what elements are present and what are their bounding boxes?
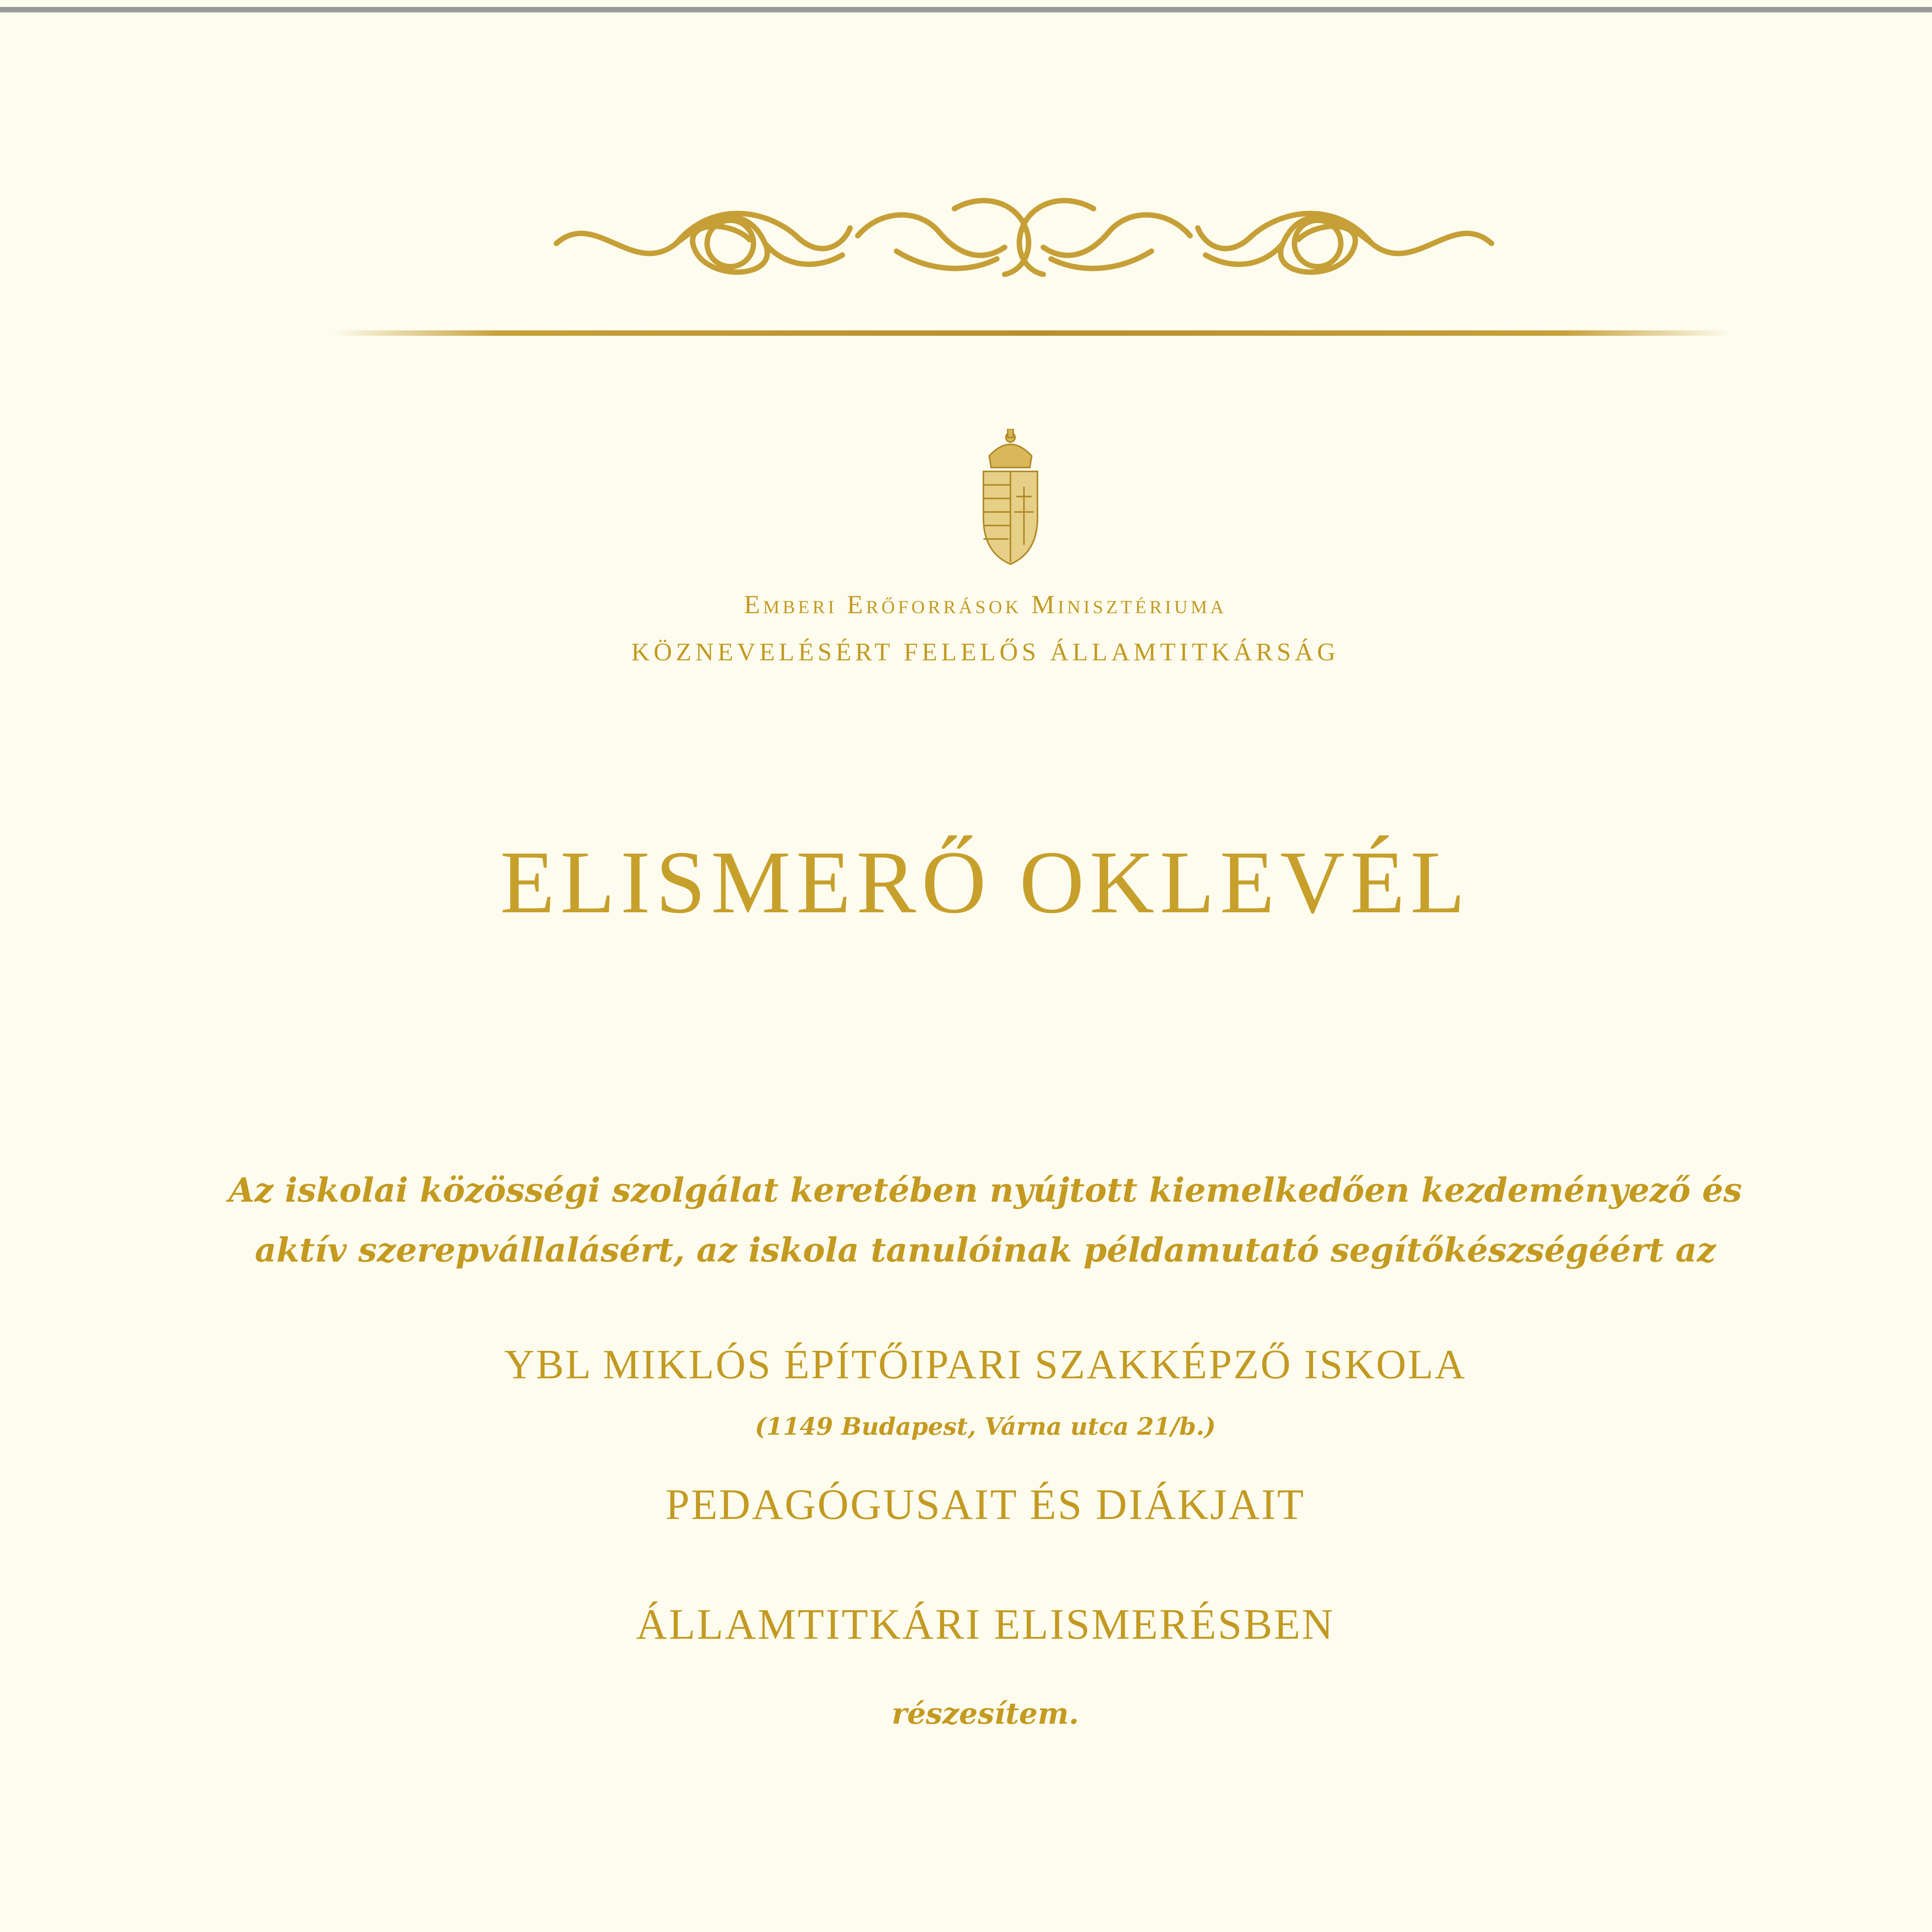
citation-line-2: aktív szerepvállalásért, az iskola tanulóinak példamutató segítőkészségéért az	[255, 1231, 1716, 1270]
scan-edge-line	[0, 7, 1932, 12]
hungarian-coat-of-arms-icon	[978, 429, 1043, 568]
certificate-title: ELISMERŐ OKLEVÉL	[500, 833, 1471, 932]
award-line: ÁLLAMTITKÁRI ELISMERÉSBEN	[636, 1600, 1335, 1648]
top-flourish-ornament-icon	[549, 185, 1499, 294]
school-address: (1149 Budapest, Várna utca 21/b.)	[755, 1412, 1216, 1440]
citation-line-1: Az iskolai közösségi szolgálat keretében nyújtott kiemelkedően kezdeményező és	[228, 1171, 1742, 1210]
ministry-name: Emberi Erőforrások Minisztériuma	[744, 590, 1227, 619]
closing-word: részesítem.	[891, 1696, 1079, 1731]
secretariat-name: KÖZNEVELÉSÉRT FELELŐS ÁLLAMTITKÁRSÁG	[631, 638, 1340, 666]
top-divider-line	[332, 330, 1731, 336]
recipients-line: PEDAGÓGUSAIT ÉS DIÁKJAIT	[665, 1481, 1305, 1529]
school-name: YBL MIKLÓS ÉPÍTŐIPARI SZAKKÉPZŐ ISKOLA	[504, 1342, 1467, 1388]
